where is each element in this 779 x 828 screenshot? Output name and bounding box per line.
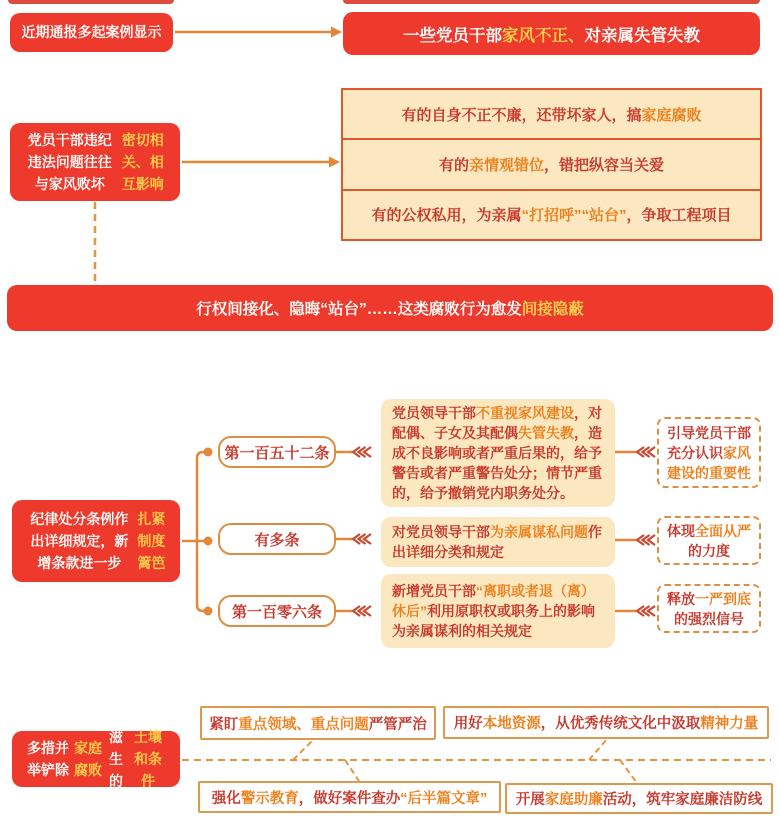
article-152-node: 第一百五十二条 <box>218 436 336 468</box>
cropped-box-remnant-left <box>8 0 174 4</box>
misconduct-example-item: 有的自身不正不廉，还带坏家人，搞 家庭腐败 <box>401 106 702 124</box>
branch-dot-icon <box>204 537 213 546</box>
significance-note-strictness: 体现全面从严的力度 <box>657 516 761 565</box>
chevron-icon <box>637 447 655 457</box>
significance-note-signal: 释放一严到底的强烈信号 <box>657 584 761 633</box>
misconduct-examples-list <box>341 88 762 241</box>
cropped-box-remnant-right <box>343 0 760 4</box>
arrow-head-icon <box>329 157 340 168</box>
discipline-family-link-box: 党员干部违纪违法问题往往与家风败坏 密切相关、相互影响 <box>10 123 180 201</box>
branch-dot-icon <box>204 448 213 457</box>
branch-bracket <box>182 452 206 611</box>
article-106-detail: 新增党员干部“离职或者退（离）休后”利用原职权或职务上的影响为亲属谋利的相关规定 <box>381 574 615 648</box>
recent-cases-box: 近期通报多起案例显示 <box>10 13 173 52</box>
multiple-articles-node: 有多条 <box>218 523 336 555</box>
dashed-connector <box>293 741 312 760</box>
multiple-articles-detail: 对党员领导干部为亲属谋私问题作出详细分类和规定 <box>381 517 615 567</box>
significance-note-guidance: 引导党员干部充分认识家风建设的重要性 <box>657 417 761 488</box>
arrow-head-icon <box>331 27 342 38</box>
dashed-connector <box>589 739 607 760</box>
article-106-node: 第一百零六条 <box>218 595 336 627</box>
chevron-icon <box>637 606 655 616</box>
measures-overview-box: 多措并举铲除 家庭腐败 滋生的 土壤和条件 <box>12 731 180 787</box>
dashed-connector <box>620 760 637 783</box>
chevron-icon <box>353 534 371 544</box>
measure-key-areas: 紧盯 重点领域、重点问题 严管严治 <box>200 706 436 740</box>
branch-dot-icon <box>204 607 213 616</box>
measure-family-integrity: 开展 家庭助廉 活动，筑牢家庭廉洁防线 <box>505 783 773 814</box>
measure-local-resources: 用好 本地资源 ，从优秀传统文化中汲取 精神力量 <box>443 706 769 739</box>
misconduct-example-item: 有的公权私用，为亲属 “打招呼”“站台” ，争取工程项目 <box>343 189 760 239</box>
misconduct-summary-box: 一些党员干部 家风不正、 对亲属失管失教 <box>343 12 760 55</box>
article-152-detail: 党员领导干部不重视家风建设，对配偶、子女及其配偶失管失教，造成不良影响或者严重后果的，给予警告或者严重警告处分；情节严重的，给予撤销党内职务处分。 <box>381 399 615 507</box>
chevron-icon <box>637 535 655 545</box>
dashed-connector <box>345 760 359 781</box>
chevron-icon <box>353 447 371 457</box>
misconduct-example-item: 有的 亲情观错位 ，错把纵容当关爱 <box>343 138 760 188</box>
hidden-corruption-bar: 行权间接化、隐晦“站台”……这类腐败行为愈发 间接隐蔽 <box>7 285 773 331</box>
regulation-overview-box: 纪律处分条例作出详细规定，新增条款进一步 扎紧制度篱笆 <box>12 500 180 582</box>
measure-warning-education: 强化 警示教育 ，做好案件查办 “后半篇文章” <box>198 781 501 813</box>
chevron-icon <box>353 606 371 616</box>
